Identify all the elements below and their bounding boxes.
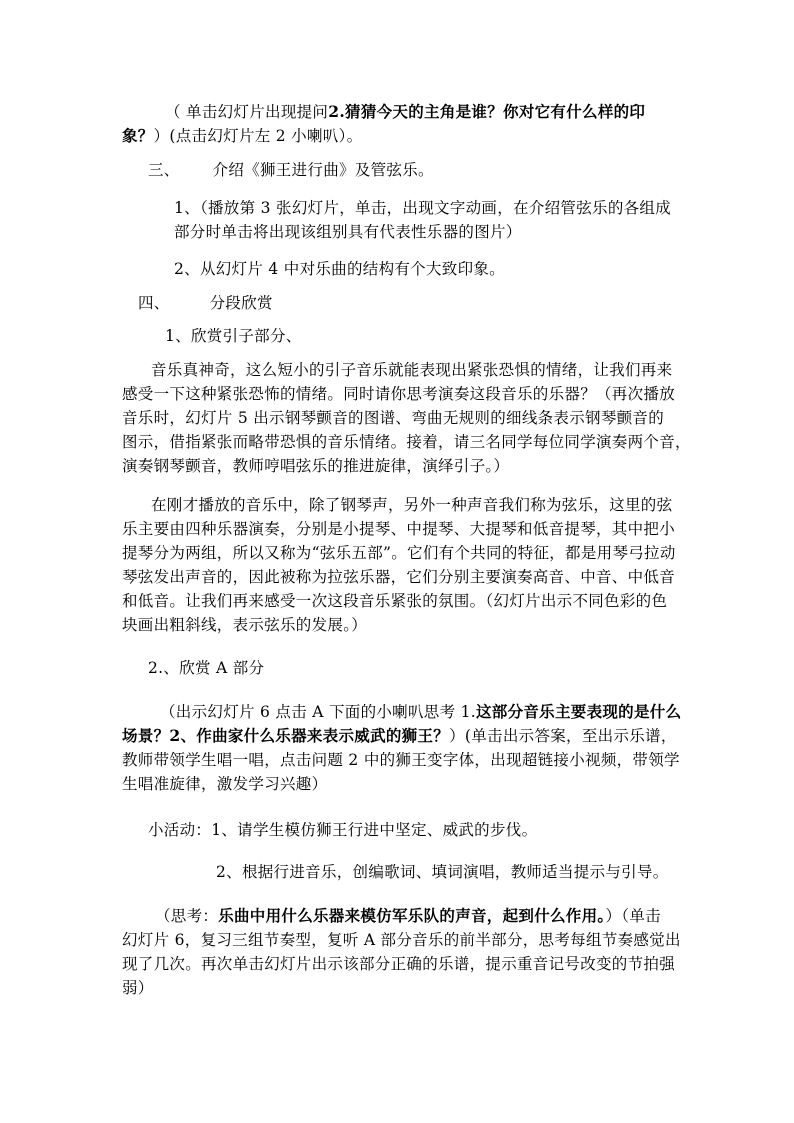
part-a-note: （出示幻灯片 6 点击 A 下面的小喇叭思考 1. <box>160 703 476 721</box>
paragraph-strings-line-5: 和低音。让我们再来感受一次这段音乐紧张的氛围。（幻灯片出示不同色彩的色 <box>122 592 668 610</box>
paragraph-intro-line-1 <box>165 101 645 123</box>
paragraph-part-a-line-4: 生唱准旋律，激发学习兴趣） <box>122 775 328 793</box>
think-note: ）（单击 <box>605 907 661 925</box>
think-question: 乐曲中用什么乐器来模仿军乐队的声音，起到什么作用。 <box>218 906 606 925</box>
paragraph-think-line-1 <box>155 905 661 927</box>
paragraph-intro-music-line-5: 演奏钢琴颤音，教师哼唱弦乐的推进旋律，演绎引子。） <box>122 457 510 475</box>
paragraph-strings-line-1: 在刚才播放的音乐中，除了钢琴声，另外一种声音我们称为弦乐，这里的弦 <box>151 496 673 514</box>
paragraph-strings-line-4: 琴弦发出声音的，因此被称为拉弦乐器，它们分别主要演奏高音、中音、中低音 <box>122 568 676 586</box>
paragraph-step-1-line-1: 1、（播放第 3 张幻灯片，单击，出现文字动画，在介绍管弦乐的各组成 <box>174 199 672 217</box>
intro-question-text: 2.猜猜今天的主角是谁？你对它有什么样的印 <box>328 102 646 121</box>
section-title: 介绍《狮王进行曲》及管弦乐。 <box>212 161 434 179</box>
subsection-intro: 1、欣赏引子部分、 <box>165 327 302 345</box>
part-a-note-2: ）(单击出示答案，至出示乐谱， <box>449 727 677 745</box>
subsection-part-a: 2.、欣赏 A 部分 <box>148 659 265 677</box>
section-heading-4 <box>138 292 273 314</box>
paragraph-step-2: 2、从幻灯片 4 中对乐曲的结构有个大致印象。 <box>174 260 505 278</box>
section-title: 分段欣赏 <box>209 294 273 312</box>
part-a-question-1: 这部分音乐主要表现的是什么 <box>475 702 682 721</box>
activity-item-1: 小活动：1、请学生模仿狮王行进中坚定、威武的步伐。 <box>148 821 538 839</box>
paragraph-part-a-line-3: 教师带领学生唱一唱，点击问题 2 中的狮王变字体，出现超链接小视频，带领学 <box>122 751 680 769</box>
section-number: 四、 <box>138 294 170 312</box>
paragraph-think-line-2: 幻灯片 6，复习三组节奏型，复听 A 部分音乐的前半部分，思考每组节奏感觉出 <box>122 931 681 949</box>
section-number: 三、 <box>148 161 180 179</box>
activity-item-2: 2、根据行进音乐，创编歌词、填词演唱，教师适当提示与引导。 <box>216 863 669 881</box>
paragraph-strings-line-3: 提琴分为两组，所以又称为“弦乐五部”。它们有个共同的特征，都是用琴弓拉动 <box>122 544 676 562</box>
paragraph-think-line-3: 现了几次。再次单击幻灯片出示该部分正确的乐谱，提示重音记号改变的节拍强 <box>122 955 676 973</box>
part-a-question-2: 场景？2、作曲家什么乐器来表示威武的狮王？ <box>122 726 450 745</box>
paragraph-intro-music-line-4: 图示，借指紧张而略带恐惧的音乐情绪。接着，请三名同学每位同学演奏两个音， <box>122 433 691 451</box>
paragraph-think-line-4: 弱） <box>122 979 154 997</box>
paragraph-intro-music-line-2: 感受一下这种紧张恐怖的情绪。同时请你思考演奏这段音乐的乐器？（再次播放 <box>122 385 676 403</box>
think-label: （思考： <box>155 907 219 925</box>
intro-question-end: 象？ <box>122 126 154 145</box>
intro-normal-text: （ 单击幻灯片出现提问 <box>165 103 329 121</box>
paragraph-intro-line-2 <box>122 125 362 147</box>
paragraph-part-a-line-1 <box>160 701 681 723</box>
paragraph-intro-music-line-1: 音乐真神奇，这么短小的引子音乐就能表现出紧张恐惧的情绪，让我们再来 <box>151 361 673 379</box>
intro-note: ）(点击幻灯片左 2 小喇叭）。 <box>153 127 363 145</box>
paragraph-strings-line-6: 块画出粗斜线，表示弦乐的发展。） <box>122 616 368 634</box>
paragraph-strings-line-2: 乐主要由四种乐器演奏，分别是小提琴、中提琴、大提琴和低音提琴，其中把小 <box>122 520 676 538</box>
paragraph-intro-music-line-3: 音乐时，幻灯片 5 出示钢琴颤音的图谱、弯曲无规则的细线条表示钢琴颤音的 <box>122 409 665 427</box>
paragraph-step-1-line-2: 部分时单击将出现该组别具有代表性乐器的图片） <box>174 223 522 241</box>
paragraph-part-a-line-2 <box>122 725 677 747</box>
section-heading-3 <box>148 159 434 181</box>
